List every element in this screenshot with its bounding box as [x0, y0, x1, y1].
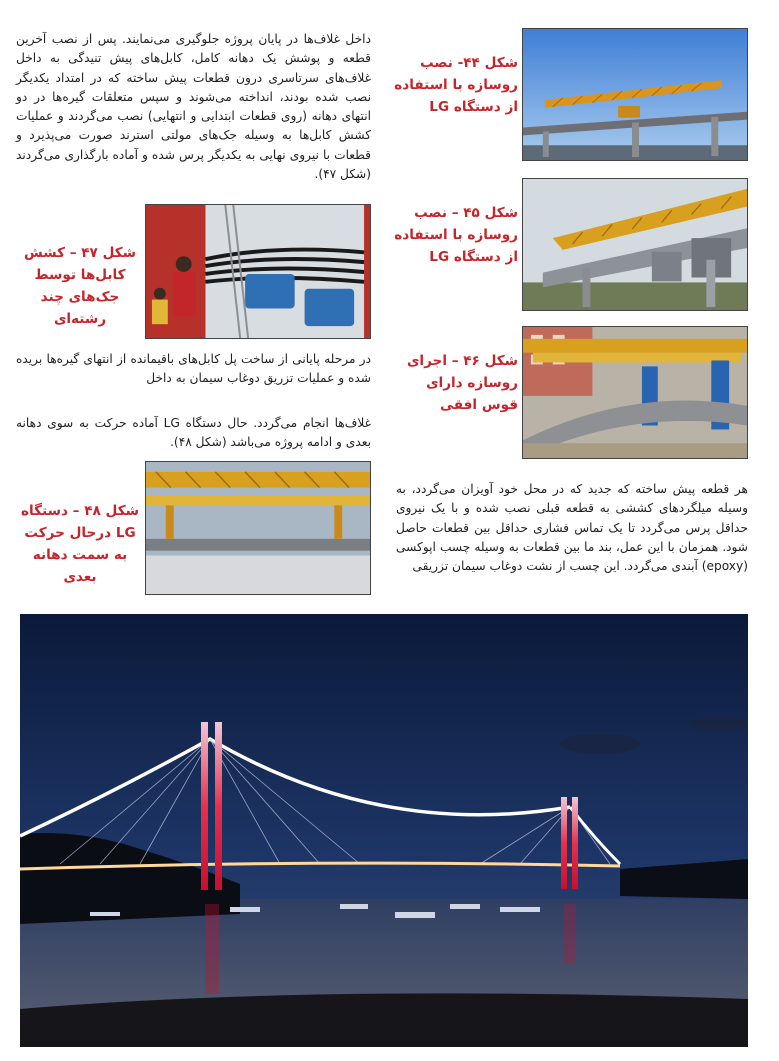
figure-48-caption: شکل ۴۸ – دستگاه LG درحال حرکت به سمت دهانه بعدی: [21, 503, 139, 585]
figure-47-caption: شکل ۴۷ – کشش کابل‌ها توسط جک‌های چند رشته‌ای: [24, 245, 136, 327]
figure-45-caption: شکل ۴۵ – نصب روسازه با استفاده از دستگاه LG: [394, 205, 518, 265]
paragraph-final-stage: در مرحله پایانی از ساخت پل کابل‌های باقیمانده از انتهای گیره‌ها بریده شده و عملیات تزریق دوغاب سیمان به داخل: [16, 352, 371, 386]
paragraph-next-span: غلاف‌ها انجام می‌گردد. حال دستگاه LG آماده حرکت به سوی دهانه بعدی و ادامه پروژه می‌باشد (شکل ۴۸).: [16, 416, 371, 450]
launching-gantry-photo-45: [523, 179, 747, 310]
figure-45-photo: [522, 178, 748, 311]
suspension-bridge-night-image: [20, 614, 748, 1047]
gantry-moving-photo-48: [146, 462, 370, 594]
figure-46-photo: [522, 326, 748, 459]
figure-47-photo: [145, 204, 371, 339]
figure-46-caption: شکل ۴۶ – اجرای روسازه دارای قوس افقی: [406, 353, 518, 413]
multistrand-jack-photo-47: [146, 205, 370, 338]
paragraph-intro: داخل غلاف‌ها در پایان پروژه جلوگیری می‌نمایند. پس از نصب آخرین قطعه و پوشش یک دهانه کامل، کابل‌های پیش تنیدگی به داخل غلاف‌های سرتاسری درون قطعات پیش ساخته که در امتداد یکدیگر نصب شده بودند، انداخته می‌شوند و سپس متعلقات گیره‌ها در دو انتهای دهانه (روی قطعات ابتدایی و انتهایی) نصب می‌گردند و عملیات کشش کابل‌ها به وسیله جک‌های مولتی استرند صورت می‌پذیرد و قطعات با نیروی نهایی به یکدیگر پرس شده و آماده بارگذاری می‌گردند (شکل ۴۷).: [16, 32, 371, 182]
figure-44-caption: شکل ۴۴- نصب روسازه با استفاده از دستگاه LG: [394, 55, 518, 115]
paragraph-epoxy: هر قطعه پیش ساخته که جدید که در محل خود آویزان می‌گردد، به وسیله میلگردهای کششی به قطعه قبلی نصب شده و با یک نیروی حداقل پرس می‌گردد تا یک تماس فشاری حداقل بین قطعات حاصل شود. همزمان با این عمل، بند ما بین قطعات به وسیله چسب اپوکسی (epoxy) آبندی می‌گردد. این چسب از نشت دوغاب سیمان تزریقی: [396, 482, 748, 574]
figure-44-photo: [522, 28, 748, 161]
launching-gantry-photo-44: [523, 29, 747, 160]
curved-deck-photo-46: [523, 327, 747, 458]
bridge-night-photo: [20, 614, 748, 1047]
figure-48-photo: [145, 461, 371, 595]
